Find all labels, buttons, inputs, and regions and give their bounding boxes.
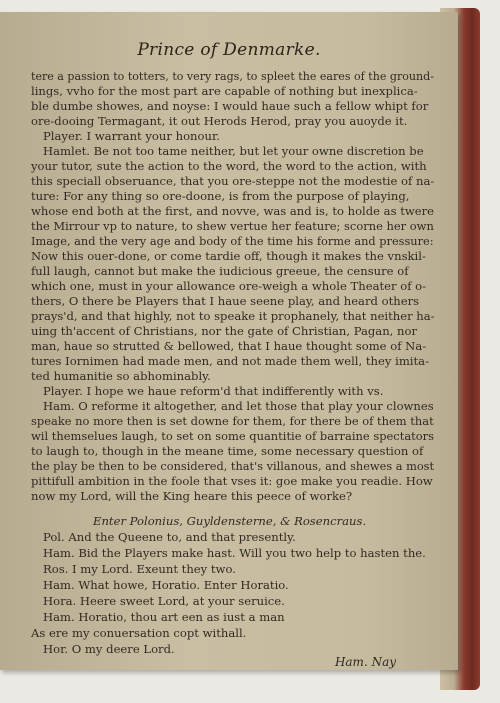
text-line: Hamlet. Be not too tame neither, but let your owne discretion be: [43, 144, 424, 158]
text-line: man, haue so strutted & bellowed, that I haue thought some of Na-: [31, 339, 427, 353]
text-line: As ere my conuersation copt withall.: [31, 626, 247, 640]
stage-direction: Enter Polonius, Guyldensterne, & Rosencraus.: [93, 514, 367, 528]
text-line: tures Iornimen had made men, and not made them well, they imita-: [31, 354, 430, 368]
text-line: your tutor, sute the action to the word, the word to the action, with: [31, 159, 427, 173]
text-line: Pol. And the Queene to, and that presently.: [43, 530, 296, 544]
text-line: ore-dooing Termagant, it out Herods Herod, pray you auoyde it.: [31, 114, 408, 128]
text-line: ted humanitie so abhominably.: [31, 369, 211, 383]
text-line: lings, vvho for the most part are capable of nothing but inexplica-: [31, 84, 418, 98]
text-line: Ros. I my Lord. Exeunt they two.: [43, 562, 236, 576]
text-line: Now this ouer-done, or come tardie off, though it makes the vnskil-: [31, 249, 426, 263]
text-line: full laugh, cannot but make the iudicious greeue, the censure of: [31, 264, 409, 278]
text-line: to laugh to, though in the meane time, some necessary question of: [31, 444, 424, 458]
text-line: pittifull ambition in the foole that vses it: goe make you readie. How: [31, 474, 433, 488]
running-title: Prince of Denmarke.: [137, 40, 321, 60]
text-line: Ham. Bid the Players make hast. Will you two help to hasten the.: [43, 546, 426, 560]
text-line: this speciall obseruance, that you ore-steppe not the modestie of na-: [31, 174, 435, 188]
text-line: uing th'accent of Christians, nor the gate of Christian, Pagan, nor: [31, 324, 418, 338]
text-line: tere a passion to totters, to very rags, to spleet the eares of the ground-: [31, 69, 434, 83]
book-page: [0, 12, 458, 670]
text-line: the play be then to be considered, that's villanous, and shewes a most: [31, 459, 435, 473]
text-line: Player. I hope we haue reform'd that indifferently with vs.: [43, 384, 384, 398]
text-line: Player. I warrant your honour.: [43, 129, 220, 143]
text-line: now my Lord, will the King heare this peece of worke?: [31, 489, 353, 503]
catchword: Ham. Nay: [334, 655, 396, 669]
text-line: whose end both at the first, and novve, was and is, to holde as twere: [31, 204, 434, 218]
text-line: ture: For any thing so ore-doone, is from the purpose of playing,: [31, 189, 410, 203]
text-line: Image, and the very age and body of the time his forme and pressure:: [31, 234, 434, 248]
text-line: wil themselues laugh, to set on some quantitie of barraine spectators: [31, 429, 435, 443]
text-line: Ham. O reforme it altogether, and let those that play your clownes: [43, 399, 434, 413]
text-line: which one, must in your allowance ore-weigh a whole Theater of o-: [31, 279, 427, 293]
text-line: Ham. Horatio, thou art een as iust a man: [43, 610, 285, 624]
text-line: ble dumbe showes, and noyse: I would haue such a fellow whipt for: [31, 99, 429, 113]
text-line: Ham. What howe, Horatio. Enter Horatio.: [43, 578, 289, 592]
text-line: prays'd, and that highly, not to speake it prophanely, that neither ha-: [31, 309, 435, 323]
page-text: [0, 12, 458, 670]
text-line: the Mirrour vp to nature, to shew vertue her feature; scorne her own: [31, 219, 434, 233]
text-line: speake no more then is set downe for them, for there be of them that: [31, 414, 434, 428]
text-line: Hora. Heere sweet Lord, at your seruice.: [43, 594, 285, 608]
text-line: thers, O there be Players that I haue seene play, and heard others: [31, 294, 420, 308]
text-line: Hor. O my deere Lord.: [43, 642, 175, 656]
